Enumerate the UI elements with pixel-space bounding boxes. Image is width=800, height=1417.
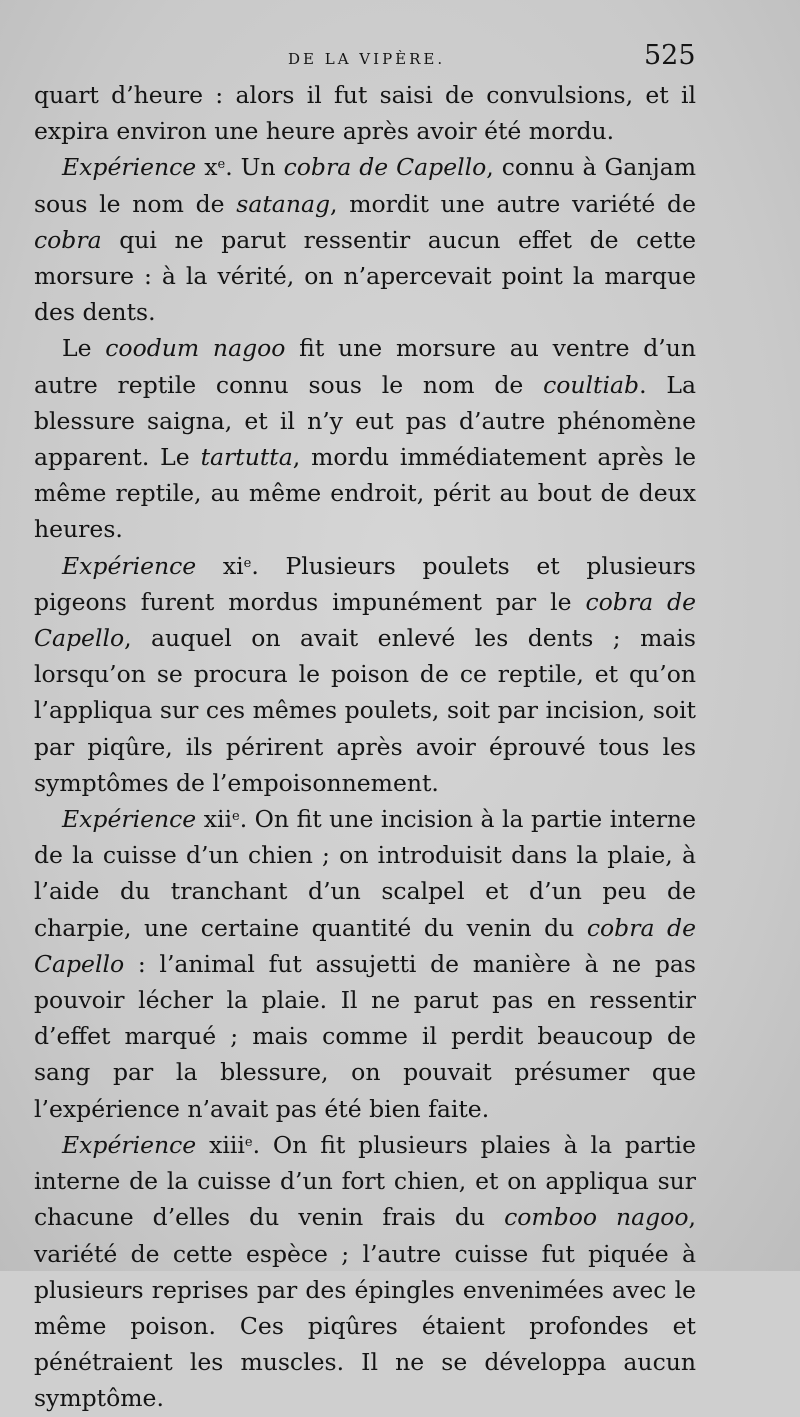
text-run: quart d’heure : alors il fut saisi de convulsions, et il expira environ une heure après avoir été mordu. — [34, 81, 696, 146]
page-header — [0, 40, 800, 80]
italic-text: coultiab — [543, 370, 640, 399]
text-run: , mordit une autre variété de — [330, 189, 696, 218]
text-run: fit une morsure au ventre d’un autre reptile connu sous le nom de — [34, 334, 697, 399]
text-run: . On fit plusieurs plaies à la partie interne de la cuisse d’un fort chien, et on appliqua sur chacune d’elles du venin frais du — [34, 1130, 696, 1232]
superscript: e — [243, 555, 252, 571]
paragraph — [34, 1127, 696, 1417]
text-run: xiii — [196, 1130, 245, 1159]
text-run: . La blessure saigna, et il n’y eut pas d’autre phénomène apparent. Le — [34, 370, 696, 472]
italic-text: coodum nagoo — [105, 334, 286, 363]
superscript: e — [217, 157, 226, 173]
paragraph — [34, 330, 696, 547]
text-run: Le — [62, 334, 106, 363]
italic-text: Expérience — [62, 153, 197, 182]
text-run: . Plusieurs poulets et plusieurs pigeons furent mordus impunément par le — [34, 551, 696, 616]
superscript: e — [244, 1134, 253, 1150]
running-head: DE LA VIPÈRE. — [288, 50, 446, 68]
text-run: . On fit une incision à la partie interne de la cuisse d’un chien ; on introduisit dans la plaie, à l’aide du tranchant d’un scalpel et d’un peu de charpie, une certaine quantité du venin du — [34, 805, 696, 942]
italic-text: cobra — [34, 225, 102, 254]
italic-text: cobra de Capello — [34, 913, 696, 978]
body-text — [34, 77, 696, 1417]
italic-text: satanag — [236, 189, 331, 218]
paragraph — [34, 801, 696, 1127]
text-run: . Un — [225, 153, 284, 182]
italic-text: Expérience — [62, 805, 197, 834]
paragraph — [34, 548, 696, 801]
text-run: xi — [196, 551, 244, 580]
italic-text: cobra de Capello — [283, 153, 487, 182]
italic-text: Expérience — [62, 551, 197, 580]
text-run: , mordu immédiatement après le même reptile, au même endroit, périt au bout de deux heures. — [34, 443, 696, 544]
italic-text: Expérience — [62, 1130, 197, 1159]
text-run: xii — [196, 805, 232, 834]
italic-text: tartutta — [200, 443, 293, 472]
superscript: e — [232, 809, 240, 825]
text-run: , auquel on avait enlevé les dents ; mais lorsqu’on se procura le poison de ce reptile, et qu’on l’appliqua sur ces mêmes poulets, soit par incision, soit par piqûre, ils périrent après avoir éprouvé tous les symptômes de l’empoisonnement. — [34, 624, 696, 797]
page-number: 525 — [644, 40, 696, 71]
text-run: x — [196, 153, 218, 182]
paragraph — [34, 77, 696, 149]
italic-text: comboo nagoo — [504, 1203, 689, 1232]
italic-text: cobra de Capello — [34, 587, 696, 653]
text-run: : l’animal fut assujetti de manière à ne pas pouvoir lécher la plaie. Il ne parut pas en ressentir d’effet marqué ; mais comme il perdit beaucoup de sang par la blessure, on pouvait présumer que l’expérience n’avait pas été bien faite. — [34, 949, 696, 1123]
text-run: , variété de cette espèce ; l’autre cuisse fut piquée à plusieurs reprises par des épingles envenimées avec le même poison. Ces piqûres étaient profondes et pénétraient les muscles. Il ne se développa aucun symptôme. — [34, 1203, 697, 1413]
text-run: , connu à Ganjam sous le nom de — [34, 153, 696, 218]
paragraph — [34, 149, 696, 330]
text-run: qui ne parut ressentir aucun effet de cette morsure : à la vérité, on n’apercevait point la marque des dents. — [34, 225, 696, 327]
